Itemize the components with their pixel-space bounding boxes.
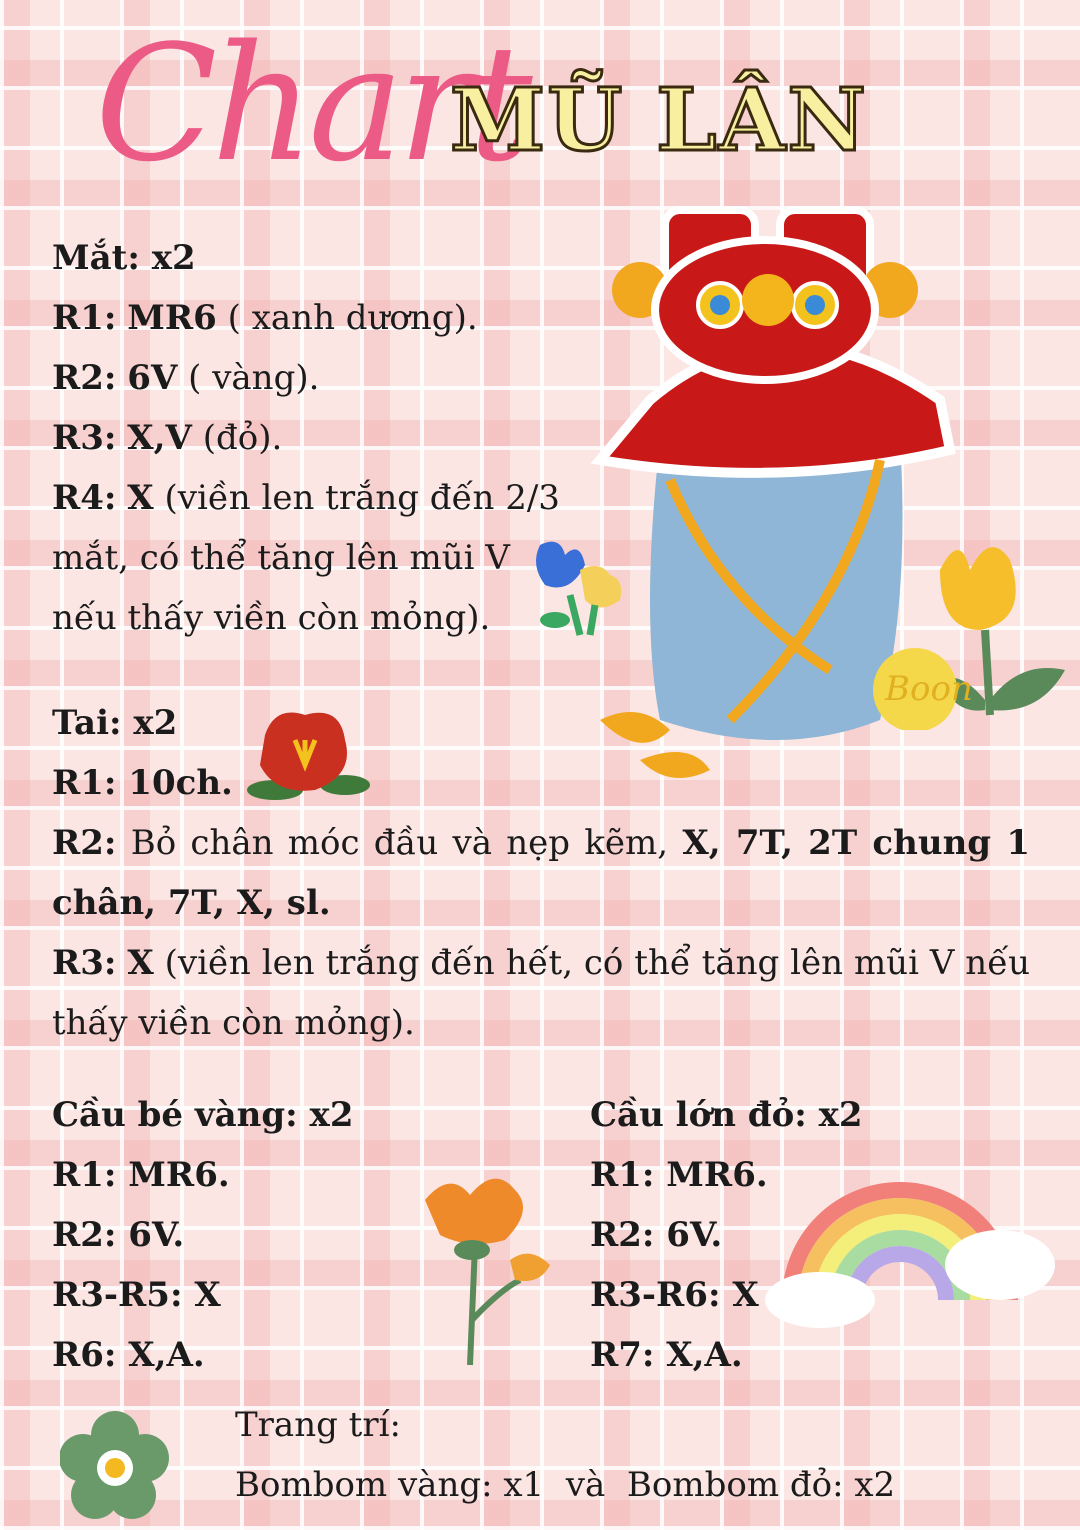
sticker-text: Boon — [885, 669, 973, 709]
row-bold: X,V — [127, 418, 192, 458]
rainbow-icon — [760, 1150, 1060, 1330]
tulip-sticker-icon — [530, 535, 640, 650]
cau-lon-row: R2: 6V. — [590, 1215, 723, 1255]
mat-row-1 — [52, 288, 478, 348]
page-title: MŨ LÂN — [450, 70, 868, 171]
cau-be-row: R6: X,A. — [52, 1335, 205, 1375]
section-title-mat: Mắt: x2 — [52, 238, 196, 278]
decor-text: Bombom vàng: x1 và Bombom đỏ: x2 — [235, 1465, 896, 1505]
mat-row-3 — [52, 408, 282, 468]
row-label: R1: — [52, 298, 117, 338]
mat-row-4 — [52, 468, 560, 528]
section-title-cau-be: Cầu bé vàng: x2 — [52, 1095, 354, 1135]
cau-lon-row: R3-R6: X — [590, 1275, 759, 1315]
tai-row-3 — [52, 933, 1030, 1053]
row-label: R3: — [52, 418, 117, 458]
row-text: (viền len trắng đến hết, có thể tăng lên mũi V nếu thấy viền còn mỏng). — [52, 943, 1031, 1043]
row-label: R3: — [52, 943, 117, 983]
green-flower-icon — [60, 1410, 170, 1520]
yellow-tulip-icon — [860, 530, 1070, 730]
row-text: ( vàng). — [177, 358, 320, 398]
cau-be-row: R1: MR6. — [52, 1155, 230, 1195]
section-title-tai: Tai: x2 — [52, 703, 178, 743]
row-text: (viền len trắng đến 2/3 — [153, 478, 560, 518]
row-label: R2: — [52, 823, 117, 863]
row-text: ( xanh dương). — [216, 298, 478, 338]
mat-row-4-cont: nếu thấy viền còn mỏng). — [52, 598, 491, 638]
cau-lon-row: R1: MR6. — [590, 1155, 768, 1195]
row-bold: MR6 — [127, 298, 217, 338]
mat-row-2 — [52, 348, 319, 408]
orange-flower-icon — [420, 1170, 560, 1370]
mat-row-4-cont: mắt, có thể tăng lên mũi V — [52, 538, 510, 578]
tai-row-2 — [52, 813, 1030, 933]
row-label: R4: — [52, 478, 117, 518]
row-bold: X, 7T, 2T chung 1 chân, 7T, X, sl. — [52, 823, 1030, 923]
red-flower-icon — [245, 705, 370, 805]
row-text: (đỏ). — [191, 418, 283, 458]
script-title: Chart — [95, 10, 527, 197]
row-text: Bỏ chân móc đầu và nẹp kẽm, — [116, 823, 683, 863]
cau-lon-row: R7: X,A. — [590, 1335, 743, 1375]
row-bold: 6V — [127, 358, 178, 398]
cau-be-row: R2: 6V. — [52, 1215, 185, 1255]
row-bold: X — [127, 943, 154, 983]
section-title-cau-lon: Cầu lớn đỏ: x2 — [590, 1095, 863, 1135]
cau-be-row: R3-R5: X — [52, 1275, 221, 1315]
row-label: R2: — [52, 358, 117, 398]
row-bold: X — [127, 478, 154, 518]
decor-label: Trang trí: — [235, 1405, 401, 1445]
tai-row-1: R1: 10ch. — [52, 763, 233, 803]
